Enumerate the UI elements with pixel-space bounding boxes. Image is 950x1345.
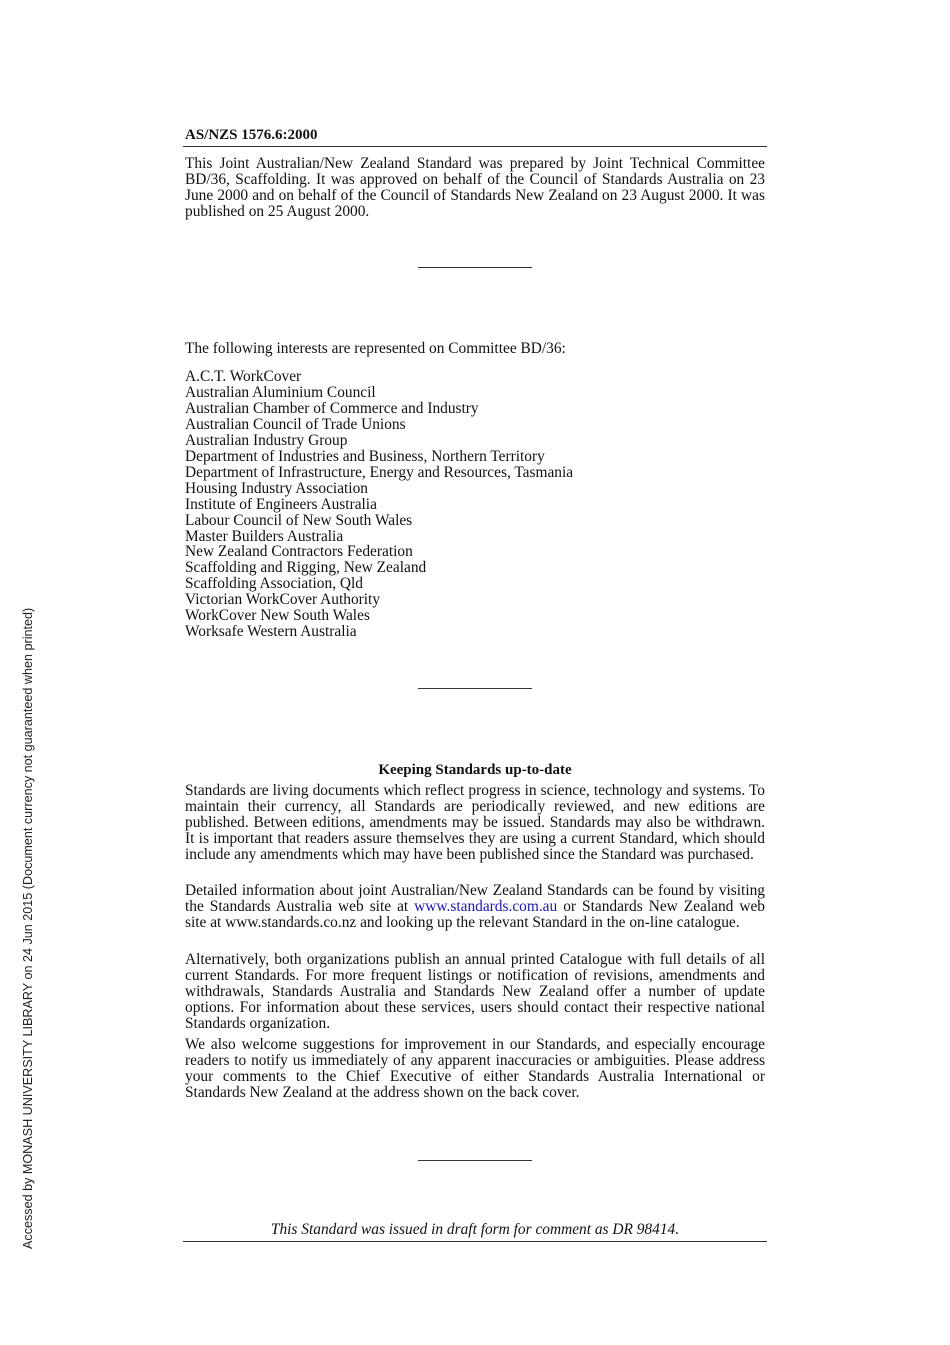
committee-member: Department of Infrastructure, Energy and Resources, Tasmania bbox=[185, 463, 574, 481]
access-watermark: Accessed by MONASH UNIVERSITY LIBRARY on 24 Jun 2015 (Document currency not guaranteed when printed) bbox=[21, 607, 35, 1249]
paragraph-text: or Standards New Zealand web site at www.standards.co.nz and looking up the relevant Standard in the on-line catalogue. bbox=[185, 898, 765, 931]
committee-member: Australian Chamber of Commerce and Industry bbox=[185, 399, 479, 417]
committee-member: Institute of Engineers Australia bbox=[185, 495, 377, 513]
section-separator bbox=[418, 688, 532, 689]
committee-member-list bbox=[185, 369, 573, 640]
committee-member: Victorian WorkCover Authority bbox=[185, 591, 381, 609]
section-heading: Keeping Standards up-to-date bbox=[378, 762, 572, 778]
keeping-paragraph-1: Standards are living documents which reflect progress in science, technology and systems. To maintain their currency, all Standards are periodically reviewed, and new editions are published. Between editions, amendments may be issued. Standards may also be withdrawn. It is important that readers assure themselves they are using a current Standard, which should include any amendments which may have been published since the Standard was purchased. bbox=[185, 782, 765, 863]
committee-member: New Zealand Contractors Federation bbox=[185, 543, 413, 561]
committee-intro: The following interests are represented on Committee BD/36: bbox=[185, 340, 566, 357]
committee-member: Department of Industries and Business, Northern Territory bbox=[185, 447, 545, 465]
approval-paragraph: This Joint Australian/New Zealand Standard was prepared by Joint Technical Committee BD/36, Scaffolding. It was approved on behalf of the Council of Standards Australia on 23 June 2000 and on behalf of the Council of Standards New Zealand on 23 August 2000. It was published on 25 August 2000. bbox=[185, 155, 765, 220]
standards-australia-link[interactable]: www.standards.com.au bbox=[414, 898, 558, 915]
committee-member: Worksafe Western Australia bbox=[185, 623, 357, 641]
committee-member: Housing Industry Association bbox=[185, 479, 368, 497]
committee-member: Scaffolding and Rigging, New Zealand bbox=[185, 559, 427, 577]
committee-member: WorkCover New South Wales bbox=[185, 607, 370, 625]
committee-member: Australian Industry Group bbox=[185, 431, 348, 449]
document-id: AS/NZS 1576.6:2000 bbox=[185, 127, 318, 143]
keeping-paragraph-4: We also welcome suggestions for improvement in our Standards, and especially encourage readers to notify us immediately of any apparent inaccuracies or ambiguities. Please address your comments to the Chief Executive of either Standards Australia International or Standards New Zealand at the address shown on the back cover. bbox=[185, 1036, 765, 1101]
keeping-paragraph-3: Alternatively, both organizations publish an annual printed Catalogue with full details of all current Standards. For more frequent listings or notification of revisions, amendments and withdrawals, Standards Australia and Standards New Zealand offer a number of update options. For information about these services, users should contact their respective national Standards organization. bbox=[185, 951, 765, 1032]
keeping-paragraph-2 bbox=[185, 883, 765, 931]
committee-member: Master Builders Australia bbox=[185, 527, 344, 545]
section-separator bbox=[418, 267, 532, 268]
draft-note: This Standard was issued in draft form for comment as DR 98414. bbox=[270, 1221, 680, 1238]
section-separator bbox=[418, 1160, 532, 1161]
committee-member: Labour Council of New South Wales bbox=[185, 511, 413, 529]
committee-member: Australian Council of Trade Unions bbox=[185, 415, 406, 433]
header-rule bbox=[183, 146, 767, 147]
committee-member: Scaffolding Association, Qld bbox=[185, 575, 363, 593]
footer-rule bbox=[183, 1241, 767, 1242]
paragraph-text: Detailed information about joint Australian/New Zealand Standards can be found by visiting the Standards Australia web site at bbox=[185, 882, 765, 915]
committee-member: Australian Aluminium Council bbox=[185, 383, 376, 401]
committee-member: A.C.T. WorkCover bbox=[185, 368, 302, 385]
